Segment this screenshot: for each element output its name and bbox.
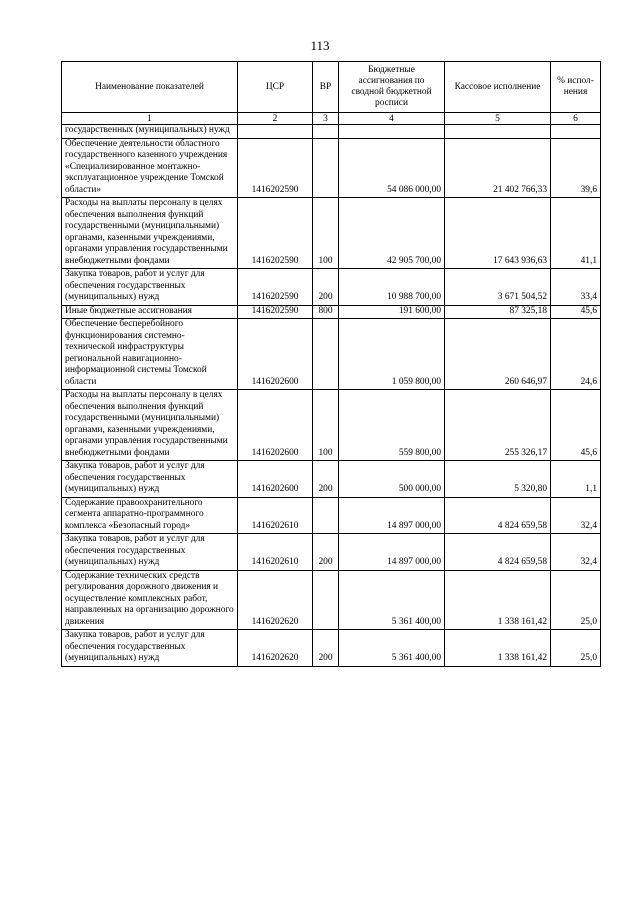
row-csr: 1416202590 [238, 138, 313, 198]
row-execution: 255 326,17 [445, 390, 551, 461]
row-vr: 200 [313, 461, 339, 498]
column-number: 5 [445, 113, 551, 125]
row-vr [313, 319, 339, 390]
table-header-row [62, 62, 601, 113]
row-percent: 45,6 [551, 390, 601, 461]
table-row [62, 570, 601, 630]
row-vr [313, 138, 339, 198]
header-execution: Кассовое исполнение [445, 62, 551, 113]
table-row [62, 138, 601, 198]
row-vr: 200 [313, 630, 339, 667]
budget-execution-table [61, 61, 601, 667]
header-csr: ЦСР [238, 62, 313, 113]
row-percent: 32,4 [551, 497, 601, 534]
row-name: государственных (муниципальных) нужд [62, 125, 238, 139]
row-execution: 21 402 766,33 [445, 138, 551, 198]
row-execution: 3 671 504,52 [445, 269, 551, 306]
row-csr: 1416202600 [238, 461, 313, 498]
header-name: Наименование показателей [62, 62, 238, 113]
row-name: Содержание правоохранительного сегмента аппаратно-программного комплекса «Безопасный город» [62, 497, 238, 534]
row-name: Закупка товаров, работ и услуг для обеспечения государственных (муниципальных) нужд [62, 461, 238, 498]
header-percent: % испол-нения [551, 62, 601, 113]
row-percent: 24,6 [551, 319, 601, 390]
table-row [62, 125, 601, 139]
table-row [62, 198, 601, 269]
table-row [62, 319, 601, 390]
row-csr: 1416202620 [238, 570, 313, 630]
table-row [62, 269, 601, 306]
row-csr: 1416202590 [238, 198, 313, 269]
row-vr [313, 497, 339, 534]
row-assignments: 191 600,00 [339, 305, 445, 319]
row-csr: 1416202610 [238, 497, 313, 534]
row-csr: 1416202590 [238, 305, 313, 319]
row-execution: 87 325,18 [445, 305, 551, 319]
row-assignments: 42 905 700,00 [339, 198, 445, 269]
header-vr: ВР [313, 62, 339, 113]
table-row [62, 461, 601, 498]
row-assignments: 10 988 700,00 [339, 269, 445, 306]
row-name: Обеспечение бесперебойного функционирования системно-технической инфраструктуры региональной навигационно-информационной системы Томской области [62, 319, 238, 390]
row-csr: 1416202620 [238, 630, 313, 667]
row-vr: 800 [313, 305, 339, 319]
row-assignments: 54 086 000,00 [339, 138, 445, 198]
row-percent: 32,4 [551, 534, 601, 571]
row-assignments: 500 000,00 [339, 461, 445, 498]
row-assignments: 14 897 000,00 [339, 534, 445, 571]
row-assignments: 1 059 800,00 [339, 319, 445, 390]
row-csr: 1416202590 [238, 269, 313, 306]
row-name: Закупка товаров, работ и услуг для обеспечения государственных (муниципальных) нужд [62, 534, 238, 571]
row-percent: 41,1 [551, 198, 601, 269]
row-percent: 1,1 [551, 461, 601, 498]
column-number: 6 [551, 113, 601, 125]
row-name: Расходы на выплаты персоналу в целях обеспечения выполнения функций государственными (муниципальными) органами, казенными учреждениями, органами управления государственными внебюджетными фондами [62, 198, 238, 269]
row-vr [313, 570, 339, 630]
row-percent: 25,0 [551, 570, 601, 630]
row-assignments: 5 361 400,00 [339, 630, 445, 667]
table-row [62, 390, 601, 461]
row-csr: 1416202600 [238, 319, 313, 390]
table-row [62, 305, 601, 319]
row-name: Расходы на выплаты персоналу в целях обеспечения выполнения функций государственными (муниципальными) органами, казенными учреждениями, органами управления государственными внебюджетными фондами [62, 390, 238, 461]
row-execution [445, 125, 551, 139]
row-vr: 100 [313, 390, 339, 461]
row-percent: 33,4 [551, 269, 601, 306]
header-assignments: Бюджетные ассигнования по сводной бюджетной росписи [339, 62, 445, 113]
row-name: Закупка товаров, работ и услуг для обеспечения государственных (муниципальных) нужд [62, 269, 238, 306]
row-execution: 17 643 936,63 [445, 198, 551, 269]
row-assignments: 559 800,00 [339, 390, 445, 461]
row-vr: 200 [313, 269, 339, 306]
row-execution: 4 824 659,58 [445, 534, 551, 571]
table-row [62, 534, 601, 571]
column-number: 3 [313, 113, 339, 125]
table-row [62, 630, 601, 667]
row-execution: 4 824 659,58 [445, 497, 551, 534]
row-assignments: 14 897 000,00 [339, 497, 445, 534]
row-execution: 260 646,97 [445, 319, 551, 390]
row-vr: 100 [313, 198, 339, 269]
row-csr: 1416202600 [238, 390, 313, 461]
column-number: 4 [339, 113, 445, 125]
row-name: Содержание технических средств регулирования дорожного движения и осуществление комплексных работ, направленных на организацию дорожного движения [62, 570, 238, 630]
row-name: Иные бюджетные ассигнования [62, 305, 238, 319]
row-name: Обеспечение деятельности областного государственного казенного учреждения «Специализированное монтажно-эксплуатационное учреждение Томской области» [62, 138, 238, 198]
row-vr: 200 [313, 534, 339, 571]
row-execution: 1 338 161,42 [445, 630, 551, 667]
row-assignments [339, 125, 445, 139]
row-percent: 45,6 [551, 305, 601, 319]
column-number: 1 [62, 113, 238, 125]
column-number-row [62, 113, 601, 125]
page-number: 113 [310, 38, 330, 53]
row-name: Закупка товаров, работ и услуг для обеспечения государственных (муниципальных) нужд [62, 630, 238, 667]
row-csr [238, 125, 313, 139]
row-execution: 1 338 161,42 [445, 570, 551, 630]
column-number: 2 [238, 113, 313, 125]
row-percent [551, 125, 601, 139]
row-assignments: 5 361 400,00 [339, 570, 445, 630]
row-percent: 25,0 [551, 630, 601, 667]
row-vr [313, 125, 339, 139]
row-percent: 39,6 [551, 138, 601, 198]
row-csr: 1416202610 [238, 534, 313, 571]
row-execution: 5 320,80 [445, 461, 551, 498]
table-row [62, 497, 601, 534]
